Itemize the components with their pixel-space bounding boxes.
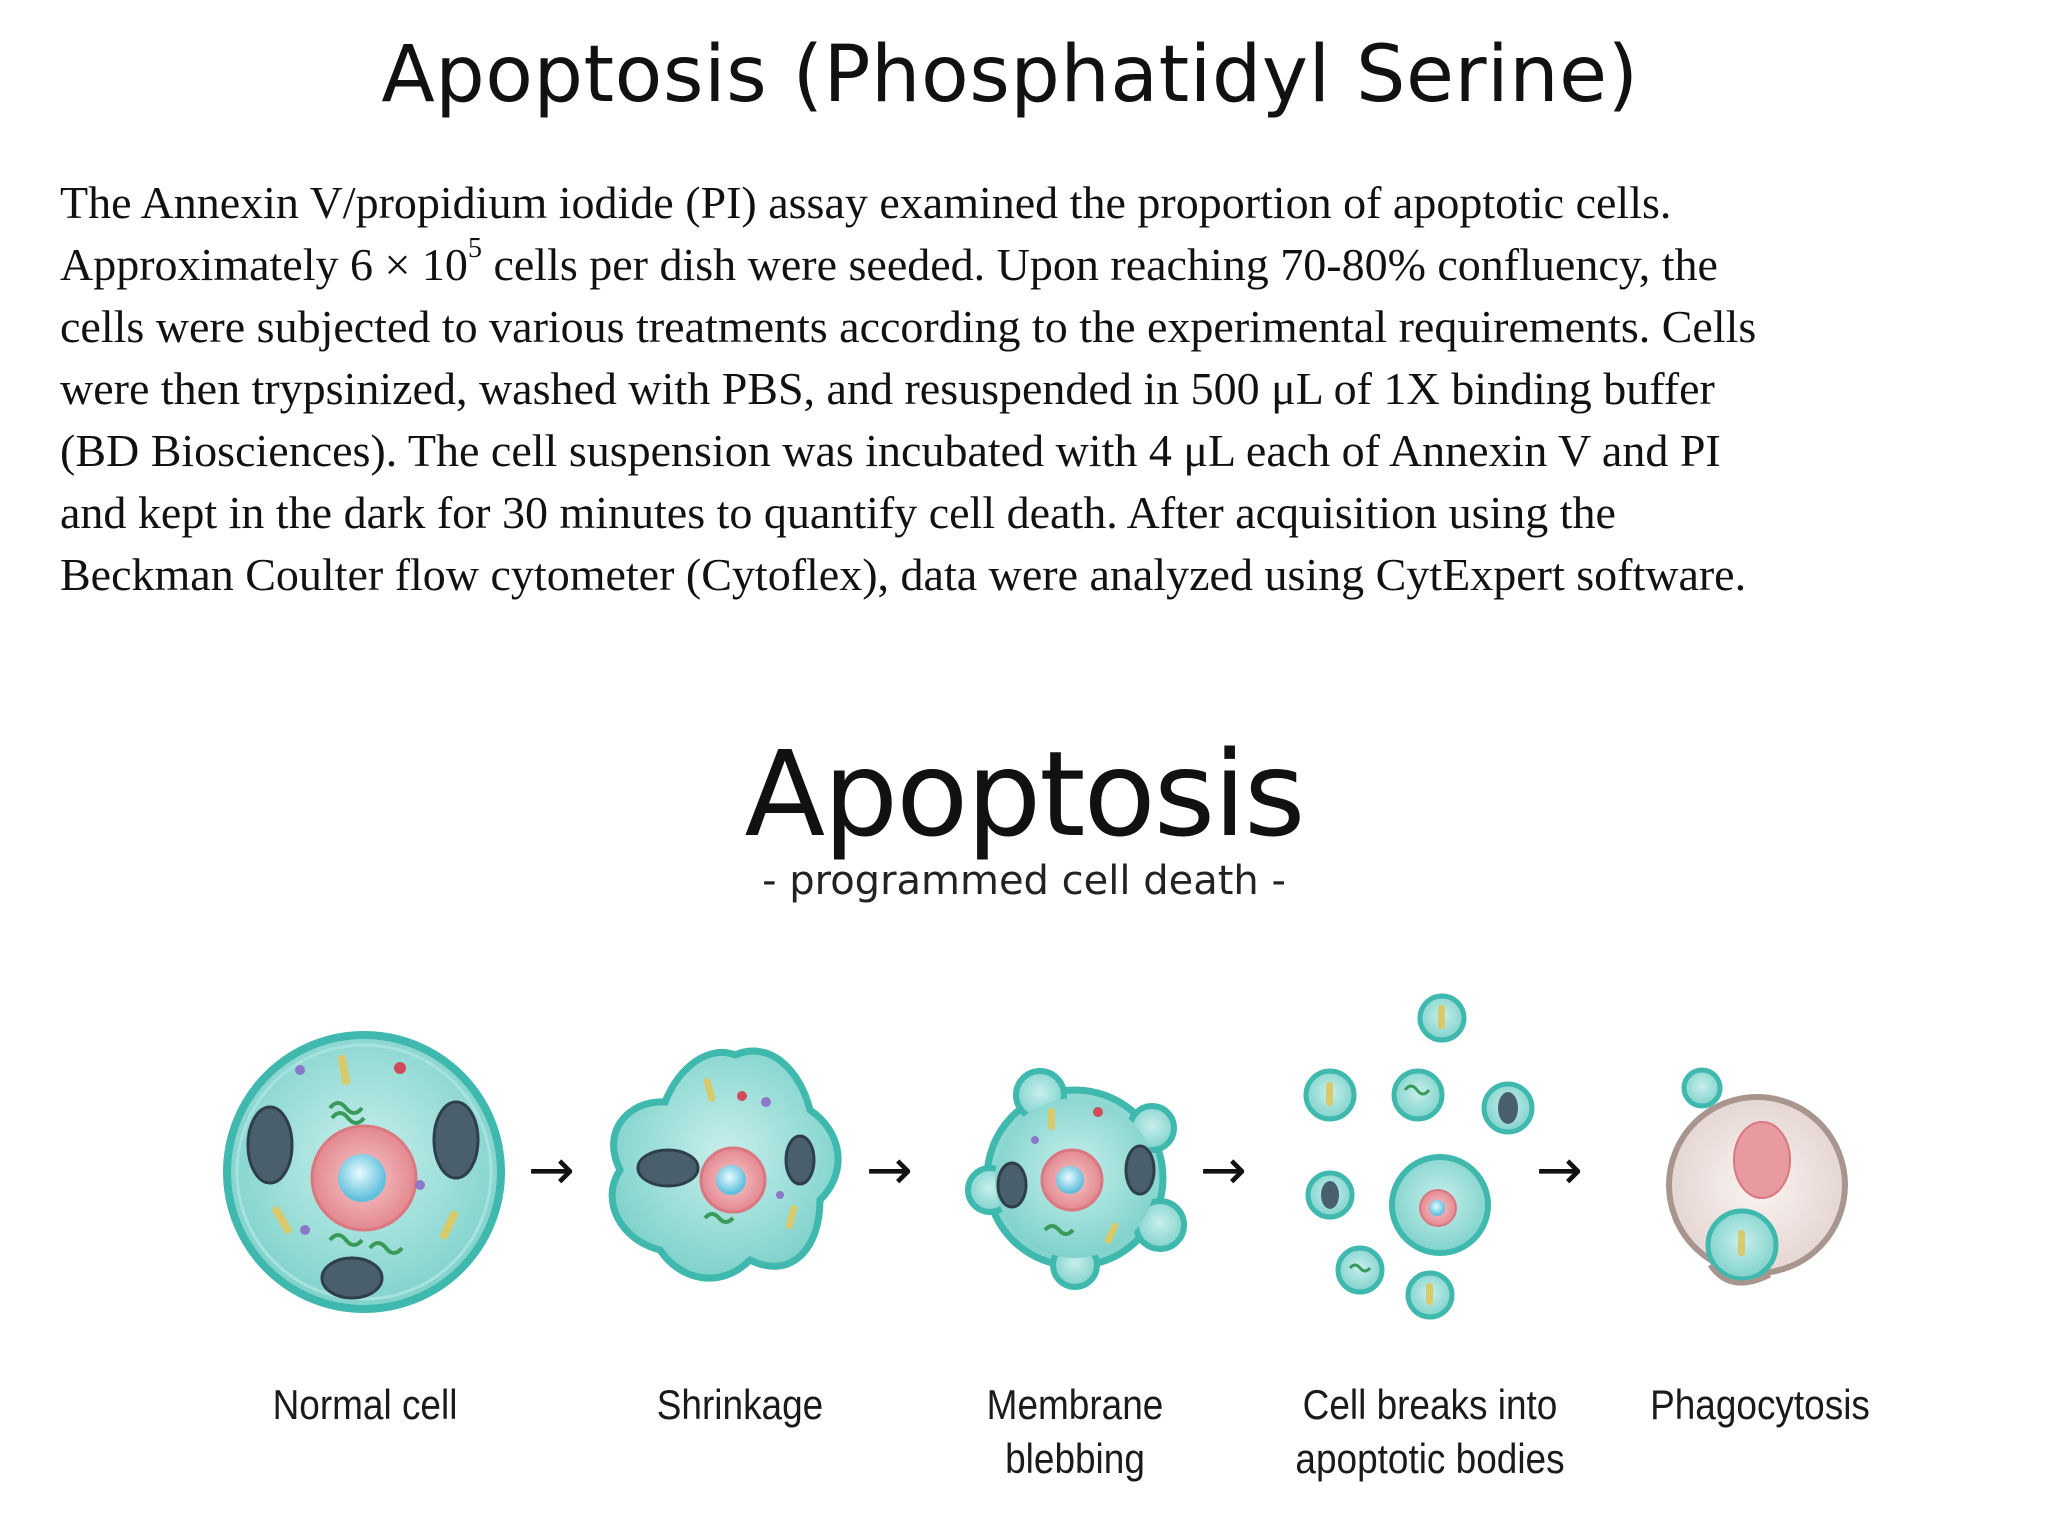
stage-label-apoptotic-bodies: Cell breaks into apoptotic bodies bbox=[1295, 1381, 1565, 1482]
normal-cell-icon bbox=[227, 1035, 501, 1309]
stage-label-shrinkage: Shrinkage bbox=[656, 1381, 824, 1428]
superscript: 5 bbox=[467, 233, 482, 264]
apoptosis-diagram bbox=[0, 640, 2048, 1520]
method-paragraph bbox=[60, 172, 2020, 606]
paragraph-line: and kept in the dark for 30 minutes to quantify cell death. After acquisition using the bbox=[60, 487, 1616, 538]
phagocytosis-icon bbox=[1669, 1070, 1845, 1283]
stage-label-phagocytosis: Phagocytosis bbox=[1650, 1381, 1870, 1428]
paragraph-line: were then trypsinized, washed with PBS, and resuspended in 500 μL of 1X binding buffer bbox=[60, 363, 1715, 414]
shrinking-cell-icon bbox=[612, 1051, 838, 1278]
slide-title: Apoptosis (Phosphatidyl Serine) bbox=[381, 30, 1639, 120]
arrow-icon: → bbox=[1200, 1138, 1247, 1203]
diagram-title: Apoptosis bbox=[744, 725, 1304, 863]
paragraph-line: Beckman Coulter flow cytometer (Cytoflex), data were analyzed using CytExpert software. bbox=[60, 549, 1747, 600]
paragraph-line: (BD Biosciences). The cell suspension was incubated with 4 μL each of Annexin V and PI bbox=[60, 425, 1721, 476]
apoptotic-bodies-icon bbox=[1306, 996, 1532, 1317]
stage-label-normal-cell: Normal cell bbox=[272, 1381, 458, 1428]
arrow-icon: → bbox=[1536, 1138, 1583, 1203]
paragraph-line: cells were subjected to various treatments according to the experimental requirements. Cells bbox=[60, 301, 1757, 352]
blebbing-cell-icon bbox=[968, 1071, 1184, 1287]
stage-label-membrane-blebbing: Membrane blebbing bbox=[986, 1381, 1164, 1482]
arrow-icon: → bbox=[528, 1138, 575, 1203]
arrow-icon: → bbox=[866, 1138, 913, 1203]
paragraph-line: Approximately $6 \times 10^5$ cells per dish were seeded. Upon reaching 70-80% confluency, the bbox=[60, 233, 1718, 290]
diagram-subtitle: - programmed cell death - bbox=[762, 858, 1286, 904]
paragraph-line: The Annexin V/propidium iodide (PI) assay examined the proportion of apoptotic cells. bbox=[60, 177, 1672, 228]
